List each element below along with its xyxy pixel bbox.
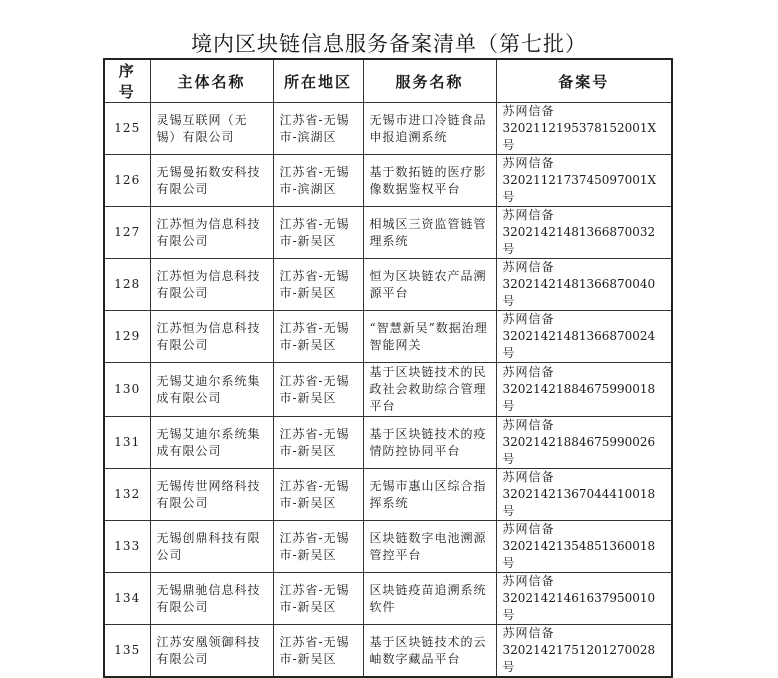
filing-prefix: 苏网信备 bbox=[502, 522, 555, 536]
cell-filing-number bbox=[496, 625, 672, 678]
filing-code: 3202142148136687​0040 号 bbox=[502, 277, 656, 308]
filing-prefix: 苏网信备 bbox=[502, 574, 555, 588]
table-row bbox=[104, 521, 672, 573]
registry-table bbox=[103, 58, 673, 678]
filing-prefix: 苏网信备 bbox=[502, 365, 555, 379]
filing-code: 32021121737450970​01X 号 bbox=[502, 173, 657, 204]
cell-entity-name: 江苏恒为信息科技有限公司 bbox=[150, 259, 273, 311]
filing-prefix: 苏网信备 bbox=[502, 260, 555, 274]
cell-service-name: 区块链数字电池溯源管控平台 bbox=[363, 521, 496, 573]
cell-entity-name: 无锡传世网络科技有限公司 bbox=[150, 469, 273, 521]
table-row bbox=[104, 573, 672, 625]
filing-code: 3202142175120127​0028 号 bbox=[502, 643, 656, 674]
filing-code: 3202142148136687​0032 号 bbox=[502, 225, 656, 256]
filing-code: 3202142188467599​0026 号 bbox=[502, 435, 656, 466]
table-row bbox=[104, 625, 672, 678]
table-row bbox=[104, 417, 672, 469]
cell-region: 江苏省-无锡市-滨湖区 bbox=[273, 155, 363, 207]
cell-service-name: 基于区块链技术的民政社会救助综合管理平台 bbox=[363, 363, 496, 417]
header-service-name: 服务名称 bbox=[363, 59, 496, 103]
cell-filing-number bbox=[496, 103, 672, 155]
cell-seq: 131 bbox=[104, 417, 150, 469]
table-row bbox=[104, 259, 672, 311]
cell-entity-name: 无锡艾迪尔系统集成有限公司 bbox=[150, 363, 273, 417]
cell-filing-number bbox=[496, 363, 672, 417]
header-entity-name: 主体名称 bbox=[150, 59, 273, 103]
cell-filing-number bbox=[496, 417, 672, 469]
cell-seq: 130 bbox=[104, 363, 150, 417]
cell-region: 江苏省-无锡市-新吴区 bbox=[273, 521, 363, 573]
cell-region: 江苏省-无锡市-新吴区 bbox=[273, 259, 363, 311]
filing-code: 3202142146163795​0010 号 bbox=[502, 591, 656, 622]
cell-filing-number bbox=[496, 469, 672, 521]
filing-prefix: 苏网信备 bbox=[502, 208, 555, 222]
cell-region: 江苏省-无锡市-新吴区 bbox=[273, 417, 363, 469]
cell-entity-name: 江苏恒为信息科技有限公司 bbox=[150, 311, 273, 363]
cell-entity-name: 江苏恒为信息科技有限公司 bbox=[150, 207, 273, 259]
filing-code: 3202142136704441​0018 号 bbox=[502, 487, 656, 518]
filing-prefix: 苏网信备 bbox=[502, 626, 555, 640]
cell-seq: 127 bbox=[104, 207, 150, 259]
cell-filing-number bbox=[496, 207, 672, 259]
cell-seq: 135 bbox=[104, 625, 150, 678]
cell-entity-name: 无锡创鼎科技有限公司 bbox=[150, 521, 273, 573]
cell-filing-number bbox=[496, 259, 672, 311]
cell-entity-name: 无锡鼎驰信息科技有限公司 bbox=[150, 573, 273, 625]
cell-region: 江苏省-无锡市-新吴区 bbox=[273, 311, 363, 363]
cell-region: 江苏省-无锡市-新吴区 bbox=[273, 469, 363, 521]
table-row bbox=[104, 311, 672, 363]
cell-seq: 128 bbox=[104, 259, 150, 311]
cell-service-name: 基于区块链技术的云岫数字藏品平台 bbox=[363, 625, 496, 678]
cell-seq: 134 bbox=[104, 573, 150, 625]
cell-region: 江苏省-无锡市-新吴区 bbox=[273, 573, 363, 625]
cell-entity-name: 无锡艾迪尔系统集成有限公司 bbox=[150, 417, 273, 469]
filing-prefix: 苏网信备 bbox=[502, 312, 555, 326]
cell-seq: 126 bbox=[104, 155, 150, 207]
filing-code: 3202142188467599​0018 号 bbox=[502, 382, 656, 413]
cell-service-name: “智慧新吴”数据治理智能网关 bbox=[363, 311, 496, 363]
table-row bbox=[104, 469, 672, 521]
table-row bbox=[104, 207, 672, 259]
filing-prefix: 苏网信备 bbox=[502, 156, 555, 170]
cell-seq: 125 bbox=[104, 103, 150, 155]
cell-region: 江苏省-无锡市-新吴区 bbox=[273, 625, 363, 678]
cell-service-name: 无锡市惠山区综合指挥系统 bbox=[363, 469, 496, 521]
document-title: 境内区块链信息服务备案清单（第七批） bbox=[191, 32, 587, 56]
cell-service-name: 相城区三资监管链管理系统 bbox=[363, 207, 496, 259]
cell-filing-number bbox=[496, 311, 672, 363]
cell-service-name: 区块链疫苗追溯系统软件 bbox=[363, 573, 496, 625]
cell-service-name: 基于区块链技术的疫情防控协同平台 bbox=[363, 417, 496, 469]
cell-service-name: 无锡市进口冷链食品申报追溯系统 bbox=[363, 103, 496, 155]
table-row bbox=[104, 363, 672, 417]
header-region: 所在地区 bbox=[273, 59, 363, 103]
filing-code: 3202142148136687​0024 号 bbox=[502, 329, 656, 360]
table-row bbox=[104, 103, 672, 155]
cell-region: 江苏省-无锡市-新吴区 bbox=[273, 363, 363, 417]
filing-prefix: 苏网信备 bbox=[502, 418, 555, 432]
cell-filing-number bbox=[496, 155, 672, 207]
filing-code: 32021121953781520​01X 号 bbox=[502, 121, 657, 152]
filing-prefix: 苏网信备 bbox=[502, 470, 555, 484]
cell-seq: 133 bbox=[104, 521, 150, 573]
cell-service-name: 基于数拓链的医疗影像数据鉴权平台 bbox=[363, 155, 496, 207]
cell-filing-number bbox=[496, 521, 672, 573]
cell-region: 江苏省-无锡市-新吴区 bbox=[273, 207, 363, 259]
cell-region: 江苏省-无锡市-滨湖区 bbox=[273, 103, 363, 155]
filing-code: 3202142135485136​0018 号 bbox=[502, 539, 656, 570]
table-header-row bbox=[104, 59, 672, 103]
header-seq: 序号 bbox=[104, 59, 150, 103]
cell-service-name: 恒为区块链农产品溯源平台 bbox=[363, 259, 496, 311]
table-row bbox=[104, 155, 672, 207]
cell-entity-name: 无锡曼拓数安科技有限公司 bbox=[150, 155, 273, 207]
cell-entity-name: 江苏安凰领御科技有限公司 bbox=[150, 625, 273, 678]
cell-filing-number bbox=[496, 573, 672, 625]
cell-seq: 129 bbox=[104, 311, 150, 363]
filing-prefix: 苏网信备 bbox=[502, 104, 555, 118]
cell-seq: 132 bbox=[104, 469, 150, 521]
cell-entity-name: 灵锡互联网（无锡）有限公司 bbox=[150, 103, 273, 155]
header-filing-number: 备案号 bbox=[496, 59, 672, 103]
